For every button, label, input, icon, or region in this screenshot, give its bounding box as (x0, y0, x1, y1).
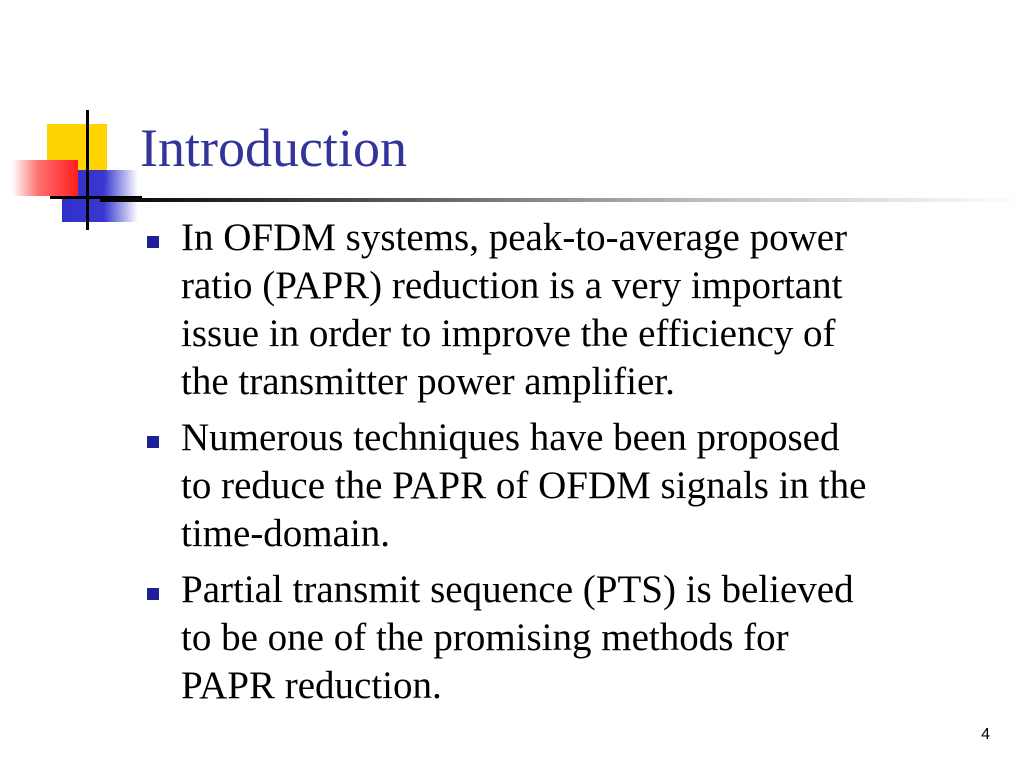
decorative-corner-logo (0, 0, 150, 240)
bullet-item (147, 414, 1007, 558)
bullet-text (181, 414, 866, 558)
bullet-line: Partial transmit sequence (PTS) is believed (181, 568, 854, 611)
bullet-line: the transmitter power amplifier. (181, 360, 675, 403)
red-square (12, 160, 78, 196)
bullet-line: PAPR reduction. (181, 664, 442, 707)
bullet-text (181, 566, 854, 710)
title-underline (100, 198, 1024, 202)
page-number: 4 (981, 726, 990, 743)
bullet-square-icon (147, 436, 159, 448)
bullet-text (181, 214, 847, 406)
bullet-list (147, 214, 1007, 718)
bullet-square-icon (147, 588, 159, 600)
bullet-line: Numerous techniques have been proposed (181, 416, 840, 459)
bullet-square-icon (147, 236, 159, 248)
bullet-item (147, 566, 1007, 710)
bullet-line: ratio (PAPR) reduction is a very important (181, 264, 843, 307)
bullet-line: In OFDM systems, peak-to-average power (181, 216, 848, 259)
vertical-line (86, 110, 89, 230)
bullet-line: to be one of the promising methods for (181, 616, 789, 659)
bullet-line: issue in order to improve the efficiency of (181, 312, 836, 355)
bullet-line: to reduce the PAPR of OFDM signals in the (181, 464, 867, 507)
slide-title: Introduction (140, 118, 407, 178)
bullet-item (147, 214, 1007, 406)
bullet-line: time-domain. (181, 512, 391, 555)
